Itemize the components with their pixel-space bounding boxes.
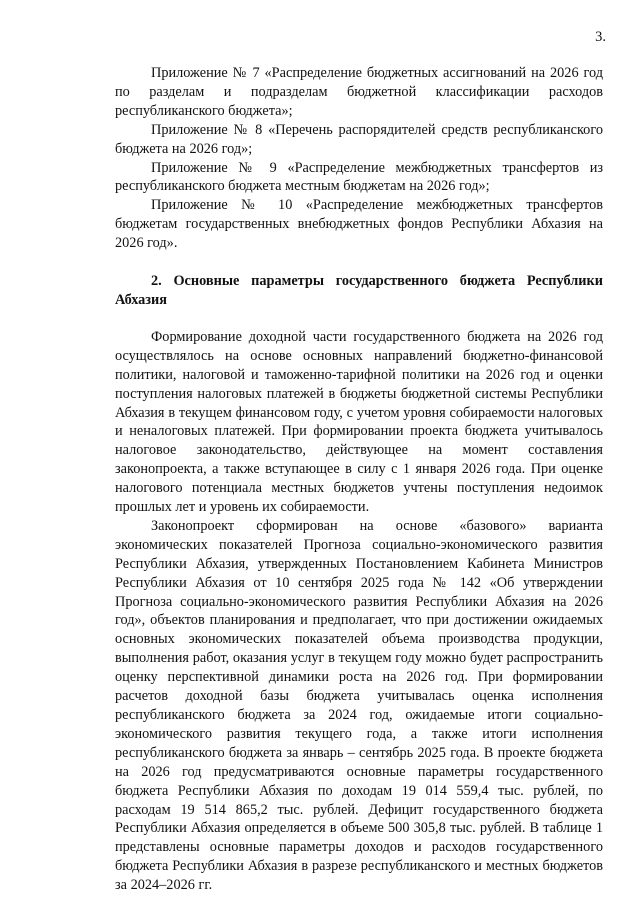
appendix-item-8: Приложение № 8 «Перечень распорядителей средств республиканского бюджета на 2026 год»; — [115, 121, 603, 157]
section-heading: 2. Основные параметры государственного бюджета Республики Абхазия — [115, 273, 603, 308]
appendix-item-7: Приложение № 7 «Распределение бюджетных ассигнований на 2026 год по разделам и подразделам бюджетной классификации расходов республиканского бюджета»; — [115, 65, 603, 119]
body-paragraph: Законопроект сформирован на основе «базового» варианта экономических показателей Прогноза социально-экономического развития Республики Абхазия, утвержденных Постановлением Кабинета Министров Республики Абхазия от 10 сентября 2025 года № 142 «Об утверждении Прогноза социально-экономического развития Республики Абхазия на 2026 год», объектов планирования и предполагает, что при достижении ожидаемых основных экономических показателей объема производства продукции, выполнения работ, оказания услуг в текущем году можно будет распространить оценку перспективной динамики роста на 2026 год. При формировании расчетов доходной базы бюджета учитывалась оценка исполнения республиканского бюджета за 2024 год, ожидаемые итоги социально-экономического развития текущего года, а также итоги исполнения республиканского бюджета за январь – сентябрь 2025 года. В проекте бюджета на 2026 год предусматриваются основные параметры государственного бюджета Республики Абхазия по доходам 19 014 559,4 тыс. рублей, по расходам 19 514 865,2 тыс. рублей. Дефицит государственного бюджета Республики Абхазия определяется в объеме 500 305,8 тыс. рублей. В таблице 1 представлены основные параметры доходов и расходов государственного бюджета Республики Абхазия в разрезе республиканского и местных бюджетов за 2024–2026 гг. — [115, 517, 603, 894]
appendix-item-10: Приложение № 10 «Распределение межбюджетных трансфертов бюджетам государственных внебюджетных фондов Республики Абхазия на 2026 год». — [115, 197, 603, 252]
document-body — [115, 64, 603, 895]
appendix-item-9: Приложение № 9 «Распределение межбюджетных трансфертов из республиканского бюджета местным бюджетам на 2026 год»; — [115, 159, 603, 195]
body-paragraph: Формирование доходной части государственного бюджета на 2026 год осуществлялось на основе основных направлений бюджетно-финансовой политики, налоговой и таможенно-тарифной политики на 2026 год и оценки поступления налоговых платежей в бюджеты бюджетной системы Республики Абхазия в текущем финансовом году, с учетом уровня собираемости налоговых и неналоговых платежей. При формировании проекта бюджета учитывалось налоговое законодательство, действующее на момент составления законопроекта, а также вступающее в силу с 1 января 2026 года. При оценке налогового потенциала местных бюджетов учтены поступления недоимок прошлых лет и уровень их собираемости. — [115, 328, 603, 516]
page-number: 3. — [595, 29, 606, 45]
